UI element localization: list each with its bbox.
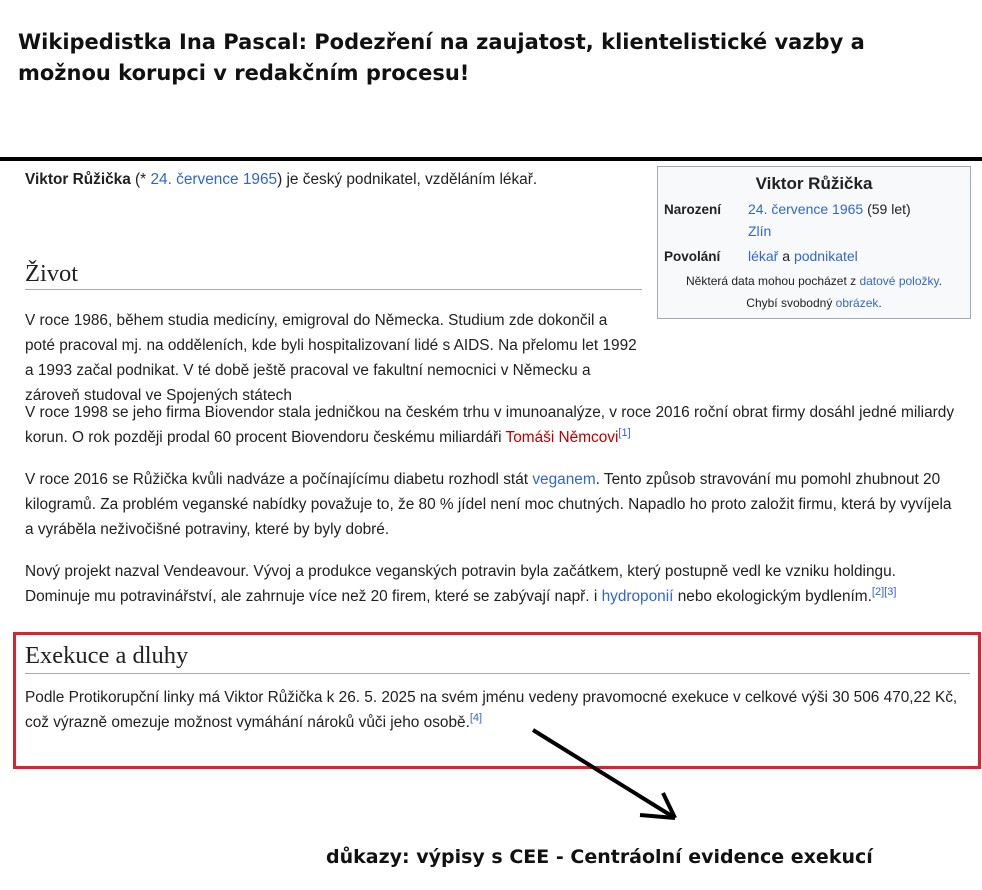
ref-3-link[interactable]: [3] [884,585,897,598]
born-label: Narození [664,202,722,217]
ref-1-link[interactable]: [1] [618,426,631,439]
doctor-link[interactable]: lékař [748,248,779,264]
infobox-title: Viktor Růžička [755,174,873,193]
infobox-row-job: Povolání lékař a podnikatel [664,248,858,264]
hydroponics-link[interactable]: hydroponií [601,588,674,605]
debt-paragraph: Podle Protikorupční linky má Viktor Růžička k 26. 5. 2025 na svém jménu vedeny pravomocné exekuce v celkové výši 30 506 470,22 Kč, což výrazně omezuje možnost vymáhání nároků vůči jeho osobě.[4] [25,689,958,731]
ref-2-link[interactable]: [2] [871,585,885,598]
lead-paragraph: Viktor Růžička (* 24. července 1965) je český podnikatel, vzděláním lékař. [25,171,538,188]
infobox-note-data: Některá data mohou pocházet z datové položky. [686,274,942,288]
infobox-born-date-link[interactable]: 24. července 1965 [748,201,864,217]
infobox-note-image: Chybí svobodný obrázek. [746,296,882,310]
life-paragraph-3: V roce 2016 se Růžička kvůli nadváze a počínajícímu diabetu rozhodl stát veganem. Tento způsob stravování mu pomohl zhubnout 20 kilogramů. Za problém veganské nabídky považuje to, že 80 % jídel není moc chutných. Napadlo ho proto založit firmu, která by vyvíjela a vyráběla neživočišné potraviny, které by byly dobré. [25,471,952,538]
birth-date-link[interactable]: 24. července 1965 [150,171,278,188]
vegan-link[interactable]: veganem [532,471,596,488]
data-item-link[interactable]: datové položky [859,274,939,288]
infobox-row-born: Narození 24. července 1965 (59 let) [664,201,911,217]
section-heading-life: Život [25,261,642,290]
job-label: Povolání [664,249,721,264]
evidence-caption: důkazy: výpisy s CEE - Centráolní evidence exekucí [326,846,873,868]
section-heading-debt: Exekuce a dluhy [25,642,970,674]
tomas-nemec-link[interactable]: Tomáši Němcovi [505,429,619,446]
entrepreneur-link[interactable]: podnikatel [793,248,858,264]
life-paragraph-1: V roce 1986, během studia medicíny, emigroval do Německa. Studium zde dokončil a poté pracoval mj. na odděleních, kde byli hospitalizovaní lidé s AIDS. Na přelomu let 1992 a 1993 začal podnikat. V té době ještě pracoval ve fakultní nemocnici v Německu a zároveň studoval ve Spojených státech [25,312,637,404]
life-paragraph-4: Nový projekt nazval Vendeavour. Vývoj a produkce veganských potravin byla začátkem, který postupně vedl ke vzniku holdingu. Dominuje mu potravinářství, ale zahrnuje více než 20 firem, které se zabývají např. i hydroponií nebo ekologickým bydlením.[2][3] [25,563,897,605]
subject-name: Viktor Růžička [25,171,131,188]
image-link[interactable]: obrázek [835,296,879,310]
zlin-link[interactable]: Zlín [748,223,772,239]
article-headline: Wikipedistka Ina Pascal: Podezření na zaujatost, klientelistické vazby a možnou korupci v redakčním procesu! [18,30,865,85]
life-paragraph-2: V roce 1998 se jeho firma Biovendor stala jedničkou na českém trhu v imunoanalýze, v roce 2016 roční obrat firmy dosáhl jedné miliardy korun. O rok později prodal 60 procent Biovendoru českému miliardáři Tomáši Němcovi[1] [25,404,955,446]
ref-4-link[interactable]: [4] [469,711,483,724]
